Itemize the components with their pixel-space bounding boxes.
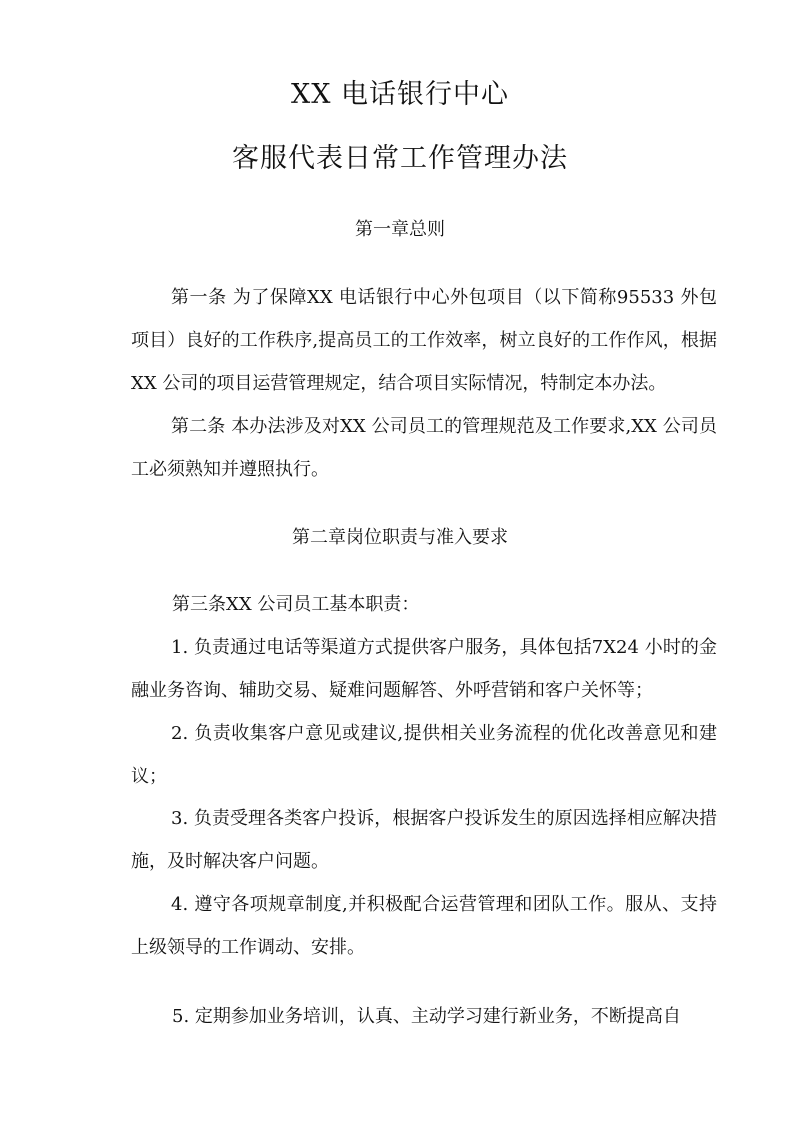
document-title-line1: XX 电话银行中心 <box>290 79 510 110</box>
article2-paragraph: 第二条 本办法涉及对XX 公司员工的管理规范及工作要求,XX 公司员工必须熟知并遵照执行。 <box>131 416 717 480</box>
chapter1-heading: 第一章总则 <box>355 219 445 240</box>
document-title-line2: 客服代表日常工作管理办法 <box>232 143 568 174</box>
article1-paragraph: 第一条 为了保障XX 电话银行中心外包项目（以下简称95533 外包项目）良好的工作秩序,提高员工的工作效率，树立良好的工作作风，根据XX 公司的项目运营管理规定，结合项目实际情况，特制定本办法。 <box>131 287 717 394</box>
duty-item-5: 5. 定期参加业务培训，认真、主动学习建行新业务，不断提高自 <box>172 1006 681 1027</box>
chapter2-heading: 第二章岗位职责与准入要求 <box>292 527 508 548</box>
duty-item-1: 1. 负责通过电话等渠道方式提供客户服务，具体包括7X24 小时的金融业务咨询、辅助交易、疑难问题解答、外呼营销和客户关怀等； <box>131 637 717 701</box>
article3-heading: 第三条XX 公司员工基本职责： <box>172 594 420 615</box>
duty-item-2: 2. 负责收集客户意见或建议,提供相关业务流程的优化改善意见和建议； <box>131 723 717 787</box>
duty-item-4: 4. 遵守各项规章制度,并积极配合运营管理和团队工作。服从、支持上级领导的工作调动、安排。 <box>131 894 717 958</box>
duty-item-3: 3. 负责受理各类客户投诉，根据客户投诉发生的原因选择相应解决措施，及时解决客户问题。 <box>131 808 717 872</box>
